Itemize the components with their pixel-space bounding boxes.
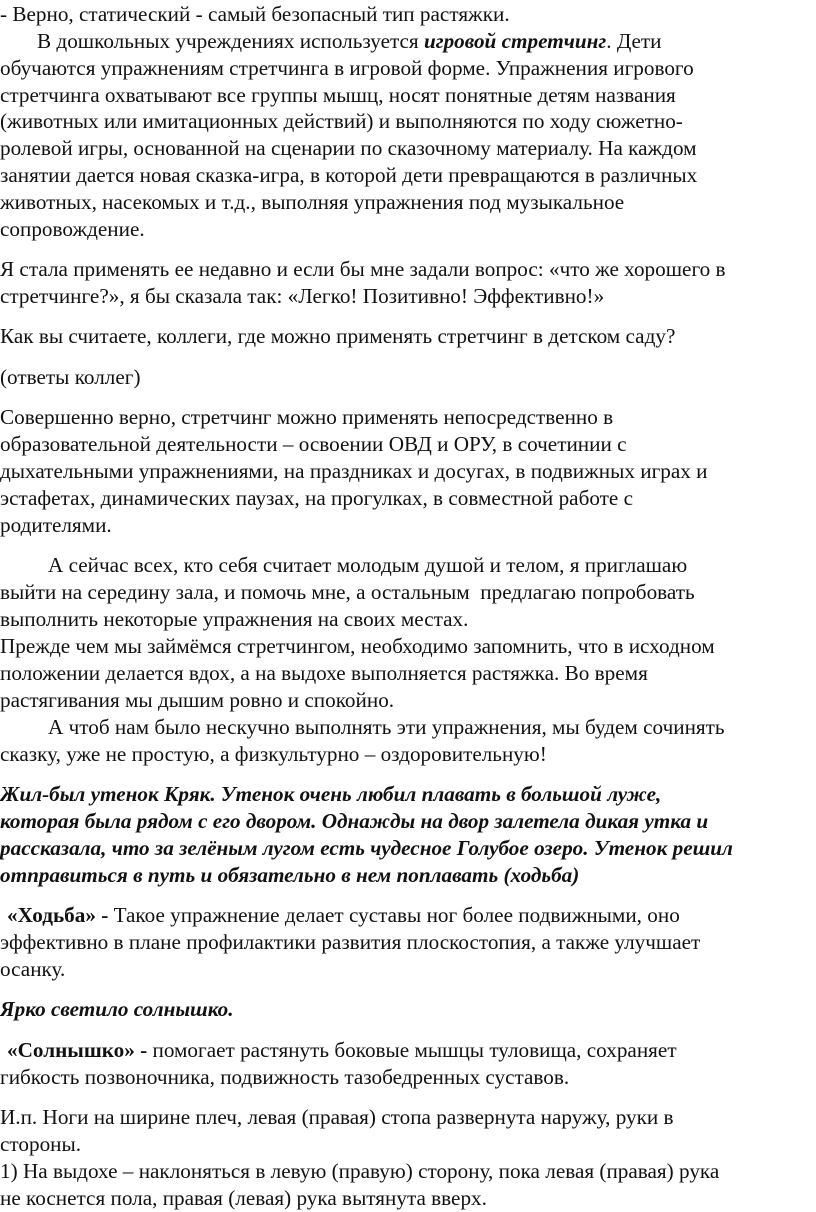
text-line [0,579,695,606]
text-span: стретчинге?», я бы сказала так: «Легко! Позитивно! Эффективно!» [0,284,605,308]
text-line [0,1185,487,1212]
text-span: выйти на середину зала, и помочь мне, а остальным предлагаю попробовать [0,580,695,604]
text-span: (ответы коллег) [0,365,141,389]
text-line [0,323,675,350]
text-line [0,55,694,82]
text-line [0,82,676,109]
story-line [0,835,733,862]
text-span: 1) На выдохе – наклоняться в левую (правую) сторону, пока левая (правая) рука [0,1159,720,1183]
text-span: А чтоб нам было нескучно выполнять эти упражнения, мы будем сочинять [48,715,725,739]
text-span: выполнить некоторые упражнения на своих местах. [0,607,469,631]
text-span: родителями. [0,513,112,537]
text-line [0,741,547,768]
text-span: животных, насекомых и т.д., выполняя упражнения под музыкальное [0,190,625,214]
text-line [0,458,708,485]
text-span: Такое упражнение делает суставы ног более подвижными, оно [113,903,680,927]
text-span: Я стала применять ее недавно и если бы мне задали вопрос: «что же хорошего в [0,257,726,281]
text-line [0,283,604,310]
text-span: - Верно, статический - самый безопасный тип растяжки. [0,2,510,26]
text-line [0,1158,719,1185]
text-line [0,189,624,216]
text-span: эффективно в плане профилактики развития плоскостопия, а также улучшает [0,930,701,954]
text-line [0,216,145,243]
text-span: И.п. Ноги на ширине плеч, левая (правая) стопа развернута наружу, руки в [0,1105,674,1129]
text-line [0,485,633,512]
text-span: рассказала, что за зелёным лугом есть чудесное Голубое озеро. Утенок решил [0,836,733,860]
text-span: обучаются упражнениям стретчинга в игровой форме. Упражнения игрового [0,56,694,80]
text-span: осанку. [0,957,66,981]
text-line [0,108,683,135]
text-span: Совершенно верно, стретчинг можно применять непосредственно в [0,405,614,429]
text-line [0,1064,569,1091]
emphasis-term: игровой стретчинг [423,29,607,53]
text-span: гибкость позвоночника, подвижность тазобедренных суставов. [0,1065,570,1089]
text-span: эстафетах, динамических паузах, на прогулках, в совместной работе с [0,486,634,510]
exercise-title: «Солнышко» - [7,1038,153,1062]
text-span: Как вы считаете, коллеги, где можно применять стретчинг в детском саду? [0,324,676,348]
text-line [48,552,687,579]
text-span: не коснется пола, правая (левая) рука вытянута вверх. [0,1186,487,1210]
story-line [0,996,234,1023]
text-span: положении делается вдох, а на выдохе выполняется растяжка. Во время [0,661,648,685]
story-line [0,781,661,808]
text-line [0,956,65,983]
text-span: . Дети [606,29,662,53]
text-span: В дошкольных учреждениях используется [37,29,424,53]
text-span: которая была рядом с его двором. Однажды на двор залетела дикая утка и [0,809,709,833]
exercise-title: «Ходьба» - [7,903,114,927]
text-span: Ярко светило солнышко. [0,997,234,1021]
story-line [0,862,579,889]
text-span: Прежде чем мы займёмся стретчингом, необходимо запомнить, что в исходном [0,634,715,658]
text-span: растягивания мы дышим ровно и спокойно. [0,688,395,712]
text-span: Жил-был утенок Кряк. Утенок очень любил плавать в большой луже, [0,782,662,806]
text-span: стороны. [0,1132,82,1156]
text-line [37,28,662,55]
text-span: стретчинга охватывают все группы мышц, носят понятные детям названия [0,83,676,107]
text-line [0,135,697,162]
text-line [0,431,627,458]
story-line [0,808,708,835]
text-line [0,660,648,687]
text-span: ролевой игры, основанной на сценарии по сказочному материалу. На каждом [0,136,697,160]
text-line [7,902,680,929]
text-span: сказку, уже не простую, а физкультурно – оздоровительную! [0,742,547,766]
text-line [0,1,510,28]
text-line [0,256,726,283]
text-span: А сейчас всех, кто себя считает молодым душой и телом, я приглашаю [48,553,688,577]
text-span: помогает растянуть боковые мышцы туловища, сохраняет [152,1038,677,1062]
text-line [0,364,141,391]
text-line [7,1037,677,1064]
text-line [0,929,700,956]
text-span: занятии дается новая сказка-игра, в которой дети превращаются в различных [0,163,698,187]
text-span: образовательной деятельности – освоении ОВД и ОРУ, в сочетинии с [0,432,627,456]
text-line [48,714,725,741]
text-line [0,606,468,633]
text-span: дыхательными упражнениями, на праздниках и досугах, в подвижных играх и [0,459,708,483]
text-line [0,687,394,714]
text-line [0,1104,674,1131]
text-span: отправиться в путь и обязательно в нем поплавать (ходьба) [0,863,580,887]
text-line [0,512,112,539]
text-line [0,162,697,189]
text-span: сопровождение. [0,217,145,241]
text-span: (животных или имитационных действий) и выполняются по ходу сюжетно- [0,109,683,133]
text-line [0,404,613,431]
text-line [0,633,715,660]
text-line [0,1131,81,1158]
